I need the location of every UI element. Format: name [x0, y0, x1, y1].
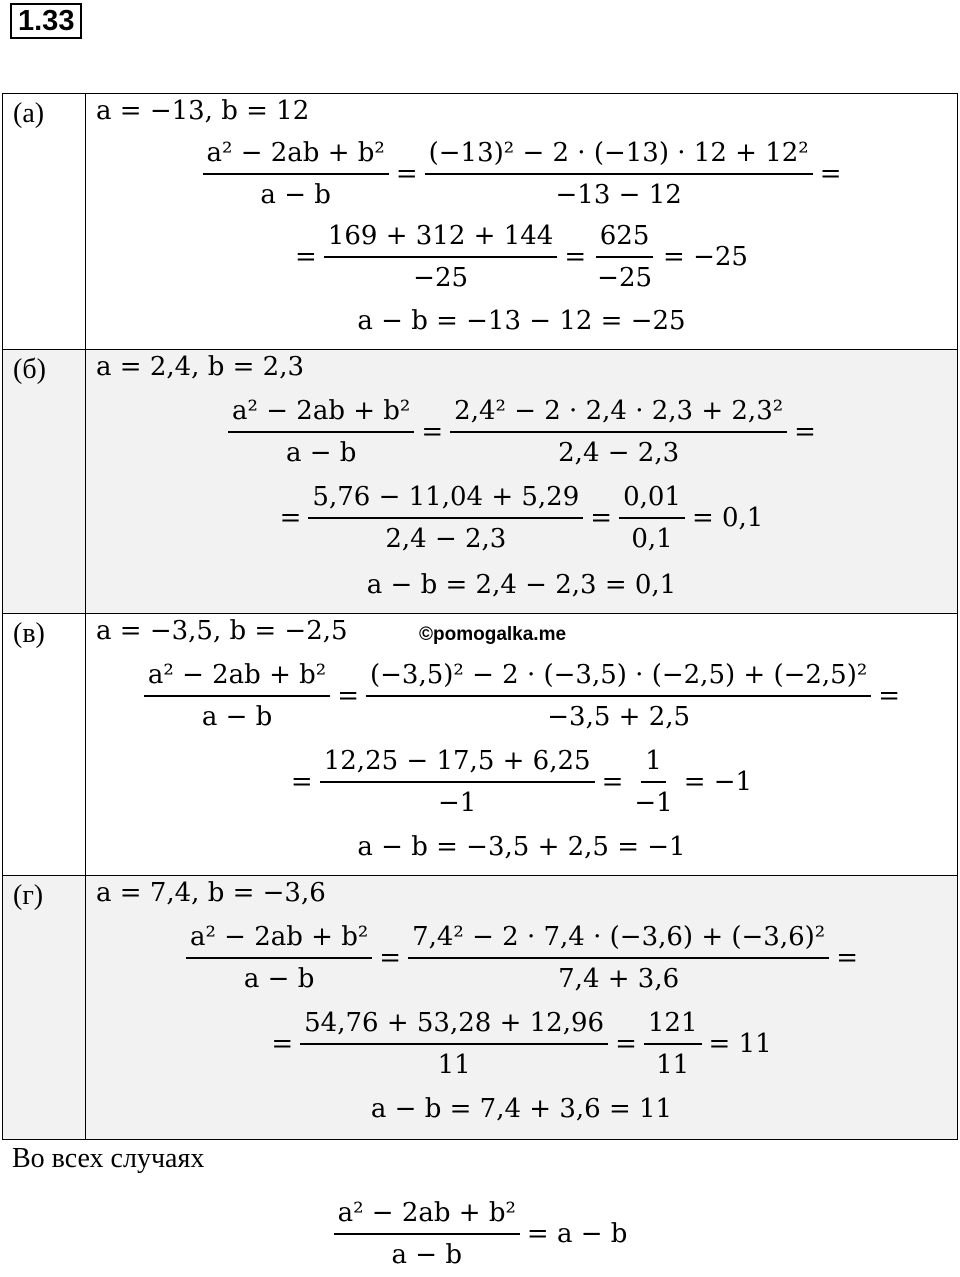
lhs-fraction: $\frac{\text{a² − 2ab + b²}}{a - b}$ — [203, 136, 389, 212]
check-line: a − b = −13 − 12 = −25 — [357, 306, 686, 336]
equation-line-1: $\frac{\text{a² − 2ab + b²}}{a - b}$ = $\frac{\text{7,4² − 2 · 7,4 · (−3,6) + (−3,6)²}}{7,4 + 3,6}$ = — [86, 920, 957, 996]
equation-line-2: = $\frac{12,25 - 17,5 + 6,25}{-1}$ = $\frac{1}{-1}$ = −1 — [290, 746, 753, 818]
task-number: 1.33 — [10, 3, 82, 39]
simplified-fraction: $\frac{121}{11}$ — [644, 1006, 702, 1082]
row-label: (в) — [3, 614, 86, 876]
result: = 0,1 — [691, 503, 764, 533]
row-label: (б) — [3, 350, 86, 614]
given-values: a = 7,4, b = −3,6 — [96, 878, 326, 908]
row-label: (а) — [3, 94, 86, 350]
equation-line-2: = $\frac{54,76 + 53,28 + 12,96}{11}$ = $\frac{121}{11}$ = 11 — [271, 1008, 772, 1080]
result: = −25 — [663, 242, 748, 272]
equation-line-2: = $\frac{5,76 - 11,04 + 5,29}{2,4 - 2,3}$ = $\frac{0,01}{0,1}$ = 0,1 — [279, 482, 764, 554]
computed-fraction: $\frac{169 + 312 + 144}{-25}$ — [324, 219, 558, 295]
simplified-fraction: $\frac{1}{-1}$ — [634, 746, 673, 818]
table-row — [3, 94, 958, 350]
table-row — [3, 614, 958, 876]
final-fraction: $\frac{\text{a² − 2ab + b²}}{a - b}$ — [334, 1196, 520, 1272]
row-content — [86, 876, 958, 1140]
solution-table — [2, 93, 958, 1140]
simplified-fraction: $\frac{625}{-25}$ — [597, 221, 653, 293]
lhs-fraction: $\frac{\text{a² − 2ab + b²}}{a - b}$ — [228, 394, 414, 470]
final-identity — [0, 1196, 960, 1272]
substitution-fraction: $\frac{\text{(−3,5)² − 2 · (−3,5) · (−2,5) + (−2,5)²}}{-3,5 + 2,5}$ — [366, 658, 871, 734]
given-values: a = 2,4, b = 2,3 — [96, 352, 304, 382]
result: = −1 — [683, 767, 753, 797]
watermark: ©pomogalka.me — [419, 624, 567, 645]
result: = 11 — [708, 1029, 772, 1059]
check-line: a − b = −3,5 + 2,5 = −1 — [357, 832, 686, 862]
row-label: (г) — [3, 876, 86, 1140]
check-line: a − b = 2,4 − 2,3 = 0,1 — [366, 570, 677, 600]
computed-fraction: $\frac{12,25 - 17,5 + 6,25}{-1}$ — [320, 744, 595, 820]
row-content — [86, 614, 958, 876]
check-line: a − b = 7,4 + 3,6 = 11 — [370, 1094, 673, 1124]
given-values: a = −3,5, b = −2,5 — [96, 616, 348, 646]
lhs-fraction: $\frac{\text{a² − 2ab + b²}}{a - b}$ — [144, 658, 330, 734]
row-content — [86, 350, 958, 614]
given-values: a = −13, b = 12 — [96, 96, 310, 126]
equation-line-1: $\frac{\text{a² − 2ab + b²}}{a - b}$ = $\frac{\text{(−13)² − 2 · (−13) · 12 + 12²}}{-13 - 12}$ = — [86, 136, 957, 212]
substitution-fraction: $\frac{\text{7,4² − 2 · 7,4 · (−3,6) + (−3,6)²}}{7,4 + 3,6}$ — [408, 920, 829, 996]
final-rhs: = a − b — [526, 1219, 628, 1249]
substitution-fraction: $\frac{\text{2,4² − 2 · 2,4 · 2,3 + 2,3²}}{2,4 - 2,3}$ — [450, 394, 787, 470]
table-row — [3, 876, 958, 1140]
simplified-fraction: $\frac{0,01}{0,1}$ — [619, 480, 685, 556]
conclusion-text: Во всех случаях — [12, 1143, 205, 1174]
equation-line-1: $\frac{\text{a² − 2ab + b²}}{a - b}$ = $\frac{\text{(−3,5)² − 2 · (−3,5) · (−2,5) + (−2,5)²}}{-3,5 + 2,5}$ = — [86, 658, 957, 734]
equation-line-1: $\frac{\text{a² − 2ab + b²}}{a - b}$ = $\frac{\text{2,4² − 2 · 2,4 · 2,3 + 2,3²}}{2,4 - 2,3}$ = — [86, 394, 957, 470]
computed-fraction: $\frac{54,76 + 53,28 + 12,96}{11}$ — [300, 1006, 608, 1082]
substitution-fraction: $\frac{\text{(−13)² − 2 · (−13) · 12 + 12²}}{-13 - 12}$ — [425, 136, 813, 212]
lhs-fraction: $\frac{\text{a² − 2ab + b²}}{a - b}$ — [186, 920, 372, 996]
equation-line-2: = $\frac{169 + 312 + 144}{-25}$ = $\frac{625}{-25}$ = −25 — [295, 221, 748, 293]
row-content — [86, 94, 958, 350]
table-row — [3, 350, 958, 614]
computed-fraction: $\frac{5,76 - 11,04 + 5,29}{2,4 - 2,3}$ — [308, 480, 583, 556]
